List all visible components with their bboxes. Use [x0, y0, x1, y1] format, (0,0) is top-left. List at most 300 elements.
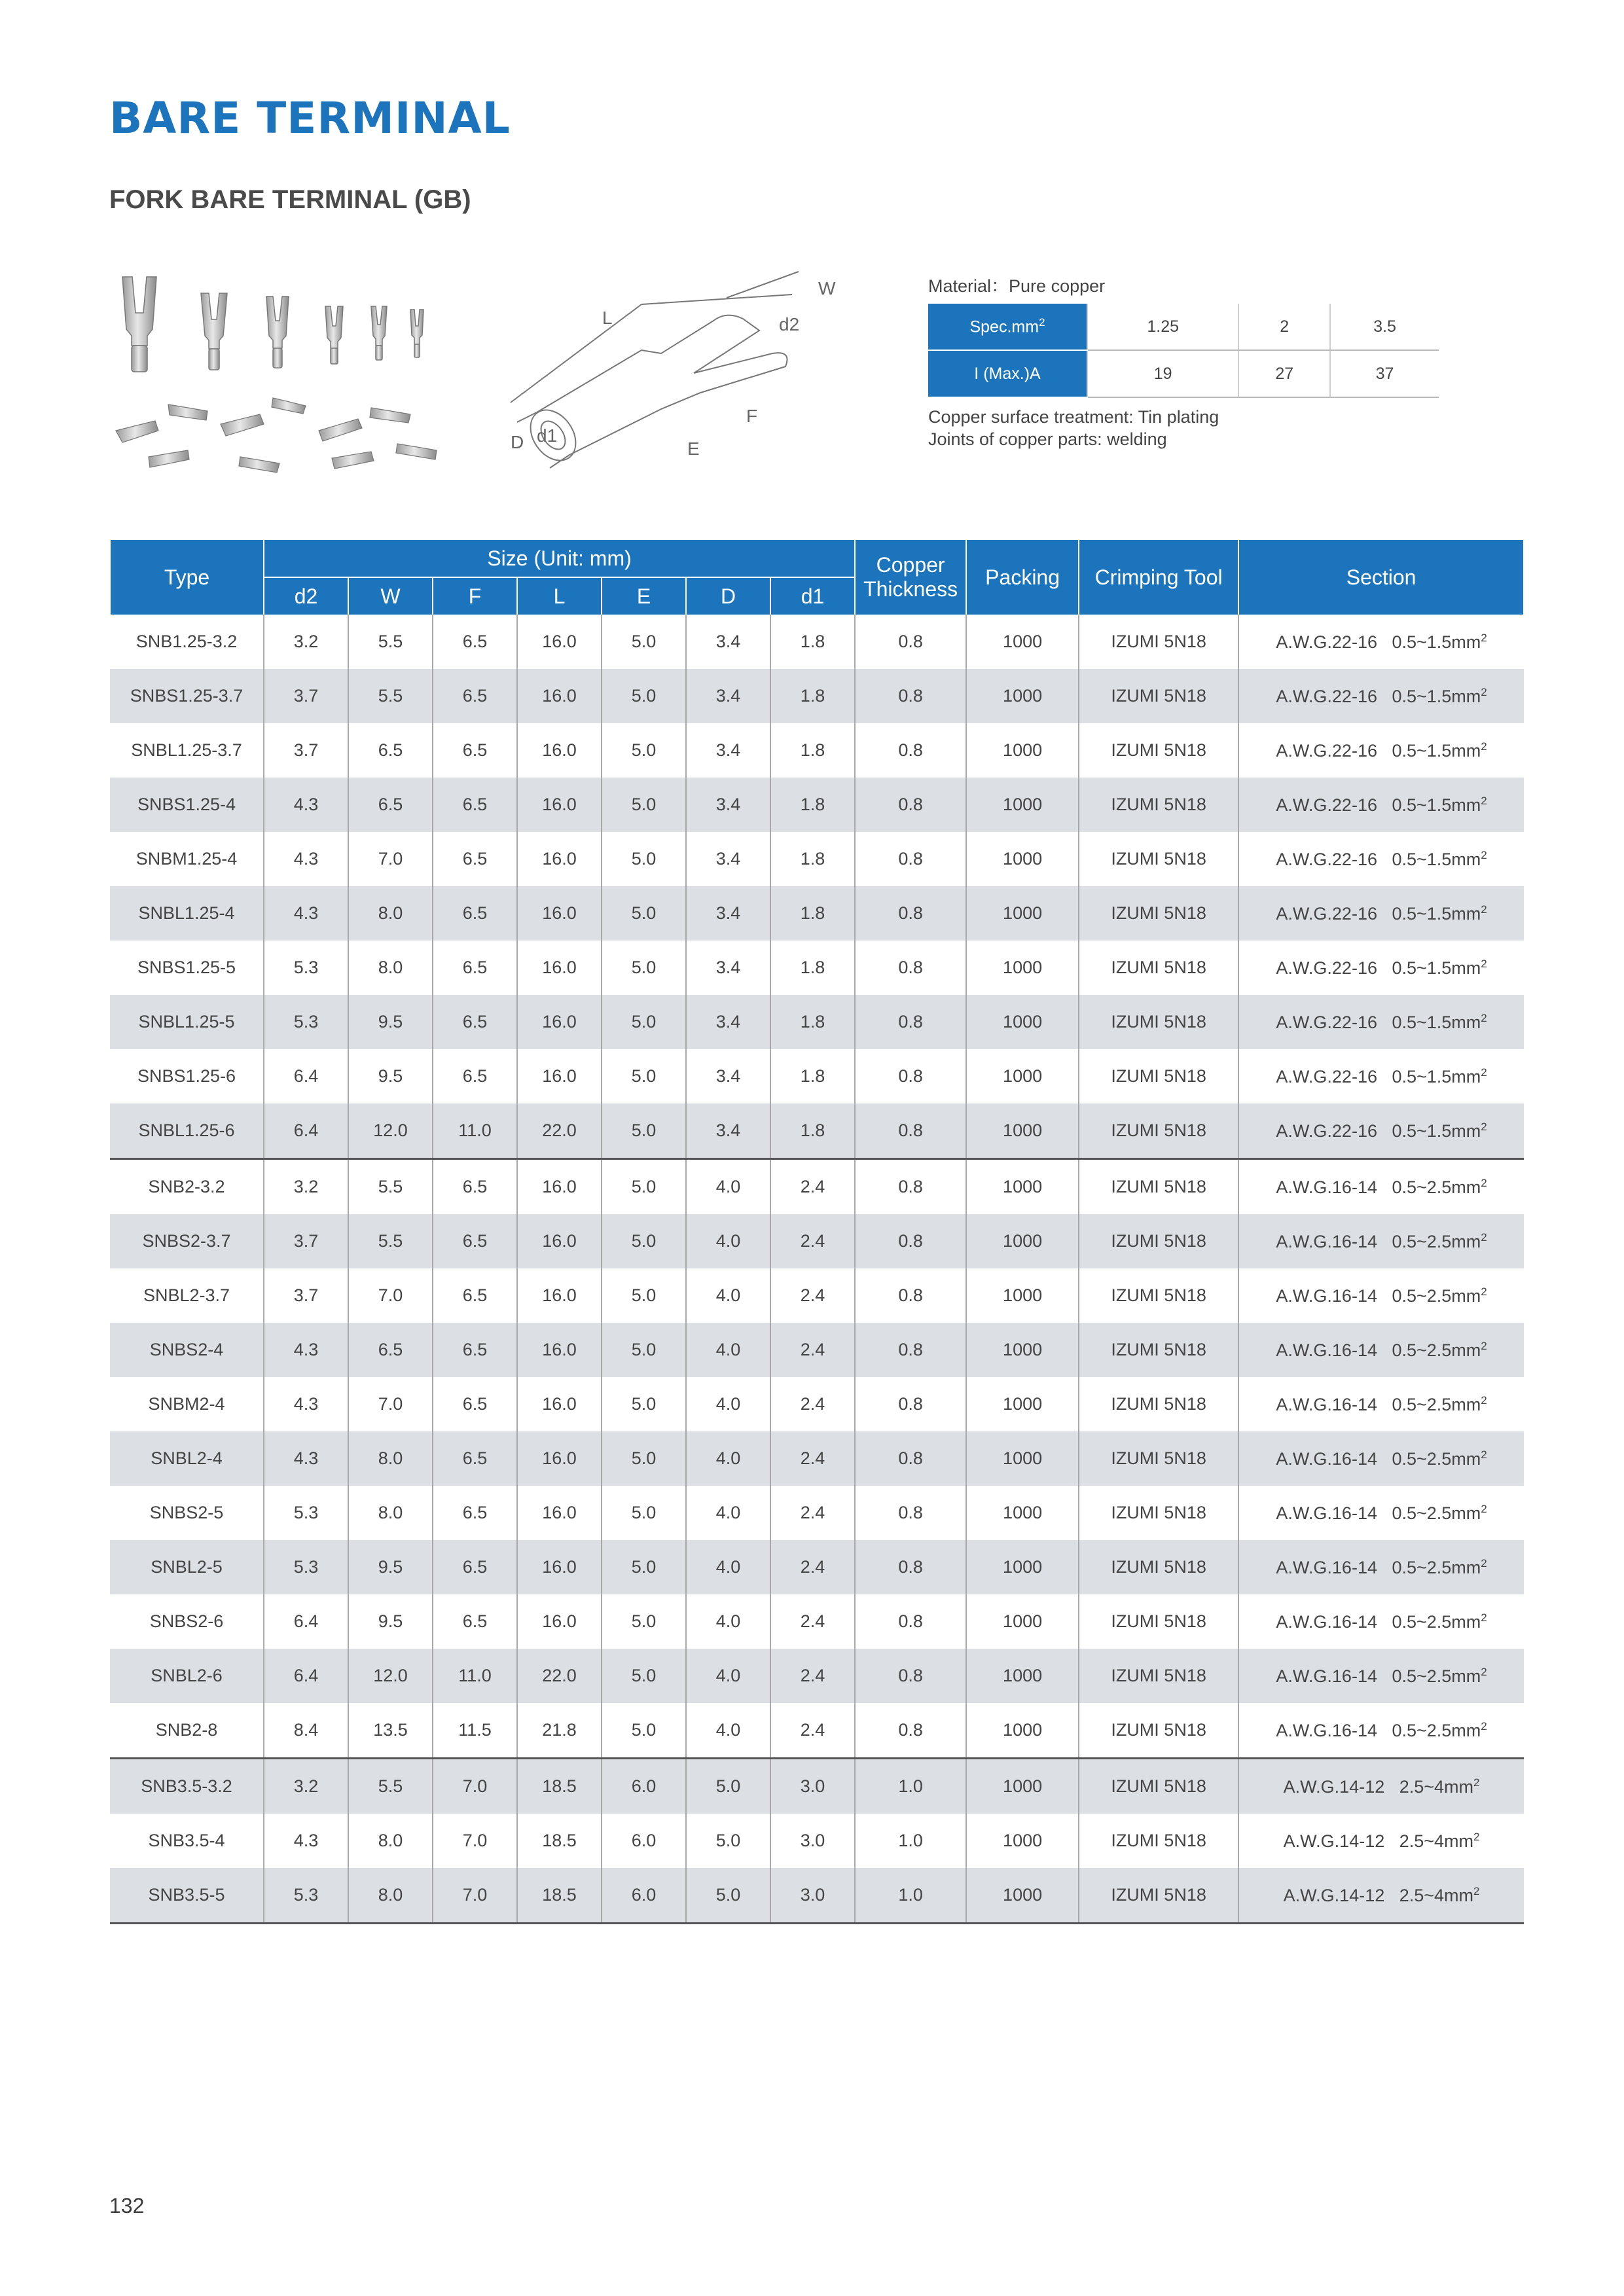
cell-type: SNBM1.25-4 [135, 849, 238, 869]
cell-w: 7.0 [348, 1268, 433, 1323]
spec-size: 2 [1238, 304, 1330, 350]
cell-thickness: 0.8 [855, 1594, 966, 1649]
cell-d: 4.0 [686, 1594, 770, 1649]
cell-tool: IZUMI 5N18 [1079, 1377, 1238, 1431]
cell-tool: IZUMI 5N18 [1079, 1703, 1238, 1759]
cell-f: 6.5 [433, 1594, 517, 1649]
cell-d1: 1.8 [770, 941, 855, 995]
cell-d2: 6.4 [264, 1649, 348, 1703]
table-body [110, 615, 1524, 1924]
page-title: BARE TERMINAL [109, 93, 511, 143]
cell-l: 16.0 [517, 1049, 602, 1103]
cell-l: 16.0 [517, 615, 602, 669]
cell-l: 22.0 [517, 1103, 602, 1159]
cell-d1: 3.0 [770, 1759, 855, 1814]
cell-packing: 1000 [966, 886, 1079, 941]
cell-e: 6.0 [602, 1814, 686, 1868]
cell-type: SNBL1.25-6 [110, 1103, 264, 1159]
cell-d: 4.0 [686, 1703, 770, 1759]
joints-note: Joints of copper parts: welding [928, 429, 1167, 449]
table-row [110, 1868, 1524, 1924]
cell-type: SNBL2-3.7 [143, 1285, 230, 1305]
spec-header: $Spec.mm^2$ [928, 304, 1087, 350]
cell-d: 3.4 [686, 723, 770, 778]
cell-type: SNBS2-5 [149, 1503, 224, 1522]
cell-d2: 5.3 [264, 1486, 348, 1540]
table-row [110, 995, 1524, 1049]
cell-thickness: 0.8 [855, 941, 966, 995]
cell-e: 5.0 [602, 1377, 686, 1431]
cell-d1: 2.4 [770, 1594, 855, 1649]
cell-d2: 4.3 [264, 886, 348, 941]
cell-l: 16.0 [517, 1377, 602, 1431]
cell-tool: IZUMI 5N18 [1079, 886, 1238, 941]
cell-tool: IZUMI 5N18 [1079, 669, 1238, 723]
cell-l: 21.8 [517, 1703, 602, 1759]
cell-e: 5.0 [602, 1431, 686, 1486]
cell-tool: IZUMI 5N18 [1079, 995, 1238, 1049]
cell-type: SNBM2-4 [148, 1394, 225, 1414]
cell-l: 16.0 [517, 778, 602, 832]
header-section: Section [1238, 540, 1524, 615]
spec-current: 37 [1330, 350, 1439, 397]
cell-type: SNB1.25-3.2 [135, 632, 238, 651]
cell-d1: 2.4 [770, 1268, 855, 1323]
cell-packing: 1000 [966, 615, 1079, 669]
cell-packing: 1000 [966, 723, 1079, 778]
table-row [110, 1049, 1524, 1103]
cell-f: 7.0 [433, 1814, 517, 1868]
table-header-row [110, 540, 1524, 577]
cell-tool: IZUMI 5N18 [1079, 723, 1238, 778]
cell-tool: IZUMI 5N18 [1079, 1594, 1238, 1649]
cell-d: 5.0 [686, 1814, 770, 1868]
cell-tool: IZUMI 5N18 [1079, 1486, 1238, 1540]
dim-label-d: D [511, 432, 524, 452]
cell-section: A.W.G.16-14 $0.5\sim 2.5mm^2$ [1238, 1268, 1524, 1323]
cell-l: 16.0 [517, 1323, 602, 1377]
spec-row-current [928, 350, 1439, 397]
cell-type: SNBS2-6 [149, 1611, 224, 1631]
cell-d1: 2.4 [770, 1214, 855, 1268]
cell-d2: 3.7 [264, 1268, 348, 1323]
cell-e: 5.0 [602, 1214, 686, 1268]
cell-l: 16.0 [517, 1214, 602, 1268]
cell-d: 4.0 [686, 1268, 770, 1323]
cell-section: A.W.G.22-16 $0.5\sim 1.5mm^2$ [1238, 1103, 1524, 1159]
cell-f: 6.5 [433, 995, 517, 1049]
cell-tool: IZUMI 5N18 [1079, 1159, 1238, 1215]
spec-table [928, 304, 1439, 398]
table-row [110, 1759, 1524, 1814]
cell-tool: IZUMI 5N18 [1079, 778, 1238, 832]
cell-d: 3.4 [686, 615, 770, 669]
cell-thickness: 0.8 [855, 1049, 966, 1103]
cell-w: 6.5 [348, 723, 433, 778]
cell-d: 3.4 [686, 1049, 770, 1103]
cell-tool: IZUMI 5N18 [1079, 1759, 1238, 1814]
cell-packing: 1000 [966, 1377, 1079, 1431]
table-row [110, 1103, 1524, 1159]
cell-type: SNBS1.25-5 [137, 958, 236, 977]
dimension-diagram [497, 259, 864, 475]
cell-tool: IZUMI 5N18 [1079, 1323, 1238, 1377]
cell-f: 6.5 [433, 1159, 517, 1215]
table-row [110, 1159, 1524, 1215]
cell-d1: 1.8 [770, 886, 855, 941]
cell-section: A.W.G.16-14 $0.5\sim 2.5mm^2$ [1238, 1431, 1524, 1486]
cell-d: 4.0 [686, 1214, 770, 1268]
cell-w: 12.0 [348, 1649, 433, 1703]
spec-current: 27 [1238, 350, 1330, 397]
cell-type: SNBL2-5 [110, 1540, 264, 1594]
header-d1: d1 [770, 577, 855, 615]
cell-tool: IZUMI 5N18 [1079, 1049, 1238, 1103]
cell-tool: IZUMI 5N18 [1079, 1868, 1238, 1924]
cell-w: 8.0 [348, 1868, 433, 1924]
cell-packing: 1000 [966, 1649, 1079, 1703]
cell-f: 11.5 [433, 1703, 517, 1759]
dim-label-d1: d1 [537, 425, 558, 446]
cell-f: 6.5 [433, 723, 517, 778]
table-row [110, 723, 1524, 778]
cell-d: 4.0 [686, 1649, 770, 1703]
cell-d1: 1.8 [770, 615, 855, 669]
header-copper-thickness: Copper Thickness [855, 540, 966, 615]
cell-thickness: 0.8 [855, 1214, 966, 1268]
cell-e: 5.0 [602, 1594, 686, 1649]
cell-packing: 1000 [966, 1594, 1079, 1649]
cell-w: 8.0 [348, 886, 433, 941]
cell-packing: 1000 [966, 1103, 1079, 1159]
cell-tool: IZUMI 5N18 [1079, 941, 1238, 995]
cell-section: A.W.G.22-16 $0.5\sim 1.5mm^2$ [1238, 778, 1524, 832]
cell-d2: 3.2 [264, 615, 348, 669]
material-note: Material：Pure copper [928, 276, 1106, 296]
cell-thickness: 0.8 [855, 1377, 966, 1431]
cell-e: 5.0 [602, 669, 686, 723]
header-l: L [517, 577, 602, 615]
cell-thickness: 0.8 [855, 1159, 966, 1215]
cell-e: 5.0 [602, 995, 686, 1049]
cell-l: 16.0 [517, 941, 602, 995]
cell-packing: 1000 [966, 995, 1079, 1049]
cell-f: 6.5 [433, 1268, 517, 1323]
cell-thickness: 0.8 [855, 886, 966, 941]
cell-thickness: 0.8 [855, 1486, 966, 1540]
cell-d2: 8.4 [264, 1703, 348, 1759]
cell-thickness: 1.0 [855, 1814, 966, 1868]
cell-d1: 3.0 [770, 1868, 855, 1924]
cell-section: A.W.G.22-16 $0.5\sim 1.5mm^2$ [1238, 941, 1524, 995]
cell-f: 6.5 [433, 1214, 517, 1268]
dim-label-d2: d2 [779, 314, 800, 334]
cell-thickness: 0.8 [855, 615, 966, 669]
cell-section: A.W.G.16-14 $0.5\sim 2.5mm^2$ [1238, 1594, 1524, 1649]
table-row [110, 941, 1524, 995]
cell-tool: IZUMI 5N18 [1079, 1649, 1238, 1703]
cell-type: SNBS1.25-6 [137, 1066, 236, 1086]
cell-d: 3.4 [686, 832, 770, 886]
cell-d1: 2.4 [770, 1323, 855, 1377]
cell-thickness: 0.8 [855, 723, 966, 778]
table-row [110, 1649, 1524, 1703]
cell-l: 16.0 [517, 723, 602, 778]
cell-d: 4.0 [686, 1431, 770, 1486]
cell-d: 3.4 [686, 669, 770, 723]
cell-section: A.W.G.16-14 $0.5\sim 2.5mm^2$ [1238, 1486, 1524, 1540]
cell-f: 6.5 [433, 669, 517, 723]
cell-f: 11.0 [433, 1649, 517, 1703]
cell-d2: 4.3 [264, 1323, 348, 1377]
cell-type: SNBL1.25-4 [110, 886, 264, 941]
cell-d: 3.4 [686, 886, 770, 941]
table-row [110, 1814, 1524, 1868]
cell-w: 6.5 [348, 1323, 433, 1377]
cell-tool: IZUMI 5N18 [1079, 1540, 1238, 1594]
cell-d1: 2.4 [770, 1431, 855, 1486]
cell-d2: 5.3 [264, 1540, 348, 1594]
cell-f: 11.0 [433, 1103, 517, 1159]
cell-f: 7.0 [433, 1868, 517, 1924]
cell-section: A.W.G.22-16 $0.5\sim 1.5mm^2$ [1238, 669, 1524, 723]
table-row [110, 778, 1524, 832]
cell-thickness: 0.8 [855, 778, 966, 832]
dim-label-e: E [687, 439, 700, 459]
cell-packing: 1000 [966, 1049, 1079, 1103]
table-row [110, 1594, 1524, 1649]
cell-packing: 1000 [966, 1214, 1079, 1268]
cell-f: 6.5 [433, 1540, 517, 1594]
cell-e: 5.0 [602, 941, 686, 995]
cell-section: A.W.G.16-14 $0.5\sim 2.5mm^2$ [1238, 1214, 1524, 1268]
cell-d2: 5.3 [264, 941, 348, 995]
header-d2: d2 [264, 577, 348, 615]
cell-e: 5.0 [602, 1486, 686, 1540]
cell-d1: 3.0 [770, 1814, 855, 1868]
cell-tool: IZUMI 5N18 [1079, 615, 1238, 669]
cell-w: 5.5 [348, 1159, 433, 1215]
cell-w: 7.0 [348, 1377, 433, 1431]
cell-thickness: 1.0 [855, 1759, 966, 1814]
cell-packing: 1000 [966, 778, 1079, 832]
cell-l: 18.5 [517, 1868, 602, 1924]
cell-e: 6.0 [602, 1759, 686, 1814]
cell-thickness: 0.8 [855, 1703, 966, 1759]
cell-tool: IZUMI 5N18 [1079, 1103, 1238, 1159]
cell-d2: 6.4 [264, 1103, 348, 1159]
cell-section: A.W.G.16-14 $0.5\sim 2.5mm^2$ [1238, 1377, 1524, 1431]
treatment-note: Copper surface treatment: Tin plating [928, 407, 1219, 427]
spec-row-size [928, 304, 1439, 350]
cell-l: 16.0 [517, 832, 602, 886]
cell-d1: 2.4 [770, 1486, 855, 1540]
cell-d: 4.0 [686, 1159, 770, 1215]
cell-type: SNBS1.25-4 [110, 778, 264, 832]
cell-f: 6.5 [433, 615, 517, 669]
cell-d2: 3.2 [264, 1759, 348, 1814]
cell-section: A.W.G.16-14 $0.5\sim 2.5mm^2$ [1238, 1323, 1524, 1377]
cell-packing: 1000 [966, 1159, 1079, 1215]
dim-label-l: L [602, 308, 613, 328]
cell-packing: 1000 [966, 669, 1079, 723]
cell-w: 12.0 [348, 1103, 433, 1159]
cell-d: 5.0 [686, 1868, 770, 1924]
cell-d2: 4.3 [264, 832, 348, 886]
cell-d2: 3.7 [264, 723, 348, 778]
cell-d1: 2.4 [770, 1649, 855, 1703]
header-w: W [348, 577, 433, 615]
cell-d2: 3.7 [264, 669, 348, 723]
cell-type: SNB3.5-3.2 [110, 1759, 264, 1814]
cell-e: 5.0 [602, 1103, 686, 1159]
cell-w: 5.5 [348, 1759, 433, 1814]
cell-section: A.W.G.14-12 $2.5\sim 4mm^2$ [1238, 1868, 1524, 1924]
cell-l: 16.0 [517, 1486, 602, 1540]
cell-e: 5.0 [602, 1649, 686, 1703]
cell-e: 5.0 [602, 1049, 686, 1103]
cell-e: 6.0 [602, 1868, 686, 1924]
cell-d: 3.4 [686, 1103, 770, 1159]
cell-w: 5.5 [348, 615, 433, 669]
cell-e: 5.0 [602, 1540, 686, 1594]
dim-label-w: W [818, 278, 836, 298]
header-type: Type [110, 540, 264, 615]
cell-l: 18.5 [517, 1814, 602, 1868]
cell-section: A.W.G.14-12 $2.5\sim 4mm^2$ [1238, 1759, 1524, 1814]
cell-f: 6.5 [433, 778, 517, 832]
cell-packing: 1000 [966, 1703, 1079, 1759]
cell-thickness: 0.8 [855, 832, 966, 886]
cell-type: SNB3.5-5 [110, 1868, 264, 1924]
cell-section: A.W.G.16-14 $0.5\sim 2.5mm^2$ [1238, 1159, 1524, 1215]
cell-f: 6.5 [433, 886, 517, 941]
table-row [110, 832, 1524, 886]
cell-f: 6.5 [433, 1377, 517, 1431]
cell-type: SNBL1.25-5 [110, 995, 264, 1049]
cell-e: 5.0 [602, 1159, 686, 1215]
cell-d1: 1.8 [770, 995, 855, 1049]
header-d: D [686, 577, 770, 615]
cell-thickness: 0.8 [855, 995, 966, 1049]
spec-current: 19 [1087, 350, 1238, 397]
cell-e: 5.0 [602, 723, 686, 778]
cell-thickness: 0.8 [855, 669, 966, 723]
header-crimping-tool: Crimping Tool [1079, 540, 1238, 615]
cell-d: 4.0 [686, 1540, 770, 1594]
cell-tool: IZUMI 5N18 [1079, 1814, 1238, 1868]
header-e: E [602, 577, 686, 615]
cell-section: A.W.G.14-12 $2.5\sim 4mm^2$ [1238, 1814, 1524, 1868]
cell-l: 16.0 [517, 1159, 602, 1215]
cell-section: A.W.G.22-16 $0.5\sim 1.5mm^2$ [1238, 1049, 1524, 1103]
cell-packing: 1000 [966, 1486, 1079, 1540]
cell-w: 9.5 [348, 1049, 433, 1103]
cell-packing: 1000 [966, 1323, 1079, 1377]
cell-w: 5.5 [348, 669, 433, 723]
cell-section: A.W.G.16-14 $0.5\sim 2.5mm^2$ [1238, 1703, 1524, 1759]
cell-w: 9.5 [348, 1594, 433, 1649]
cell-section: A.W.G.22-16 $0.5\sim 1.5mm^2$ [1238, 723, 1524, 778]
cell-thickness: 0.8 [855, 1431, 966, 1486]
cell-packing: 1000 [966, 1268, 1079, 1323]
product-photo [109, 267, 450, 490]
cell-d2: 5.3 [264, 995, 348, 1049]
table-row [110, 615, 1524, 669]
cell-d2: 3.7 [264, 1214, 348, 1268]
cell-f: 6.5 [433, 1323, 517, 1377]
cell-w: 8.0 [348, 1486, 433, 1540]
cell-tool: IZUMI 5N18 [1079, 1268, 1238, 1323]
cell-section: A.W.G.16-14 $0.5\sim 2.5mm^2$ [1238, 1540, 1524, 1594]
table-row [110, 669, 1524, 723]
cell-l: 16.0 [517, 995, 602, 1049]
cell-d2: 3.2 [264, 1159, 348, 1215]
cell-d: 4.0 [686, 1486, 770, 1540]
cell-w: 5.5 [348, 1214, 433, 1268]
cell-d: 5.0 [686, 1759, 770, 1814]
cell-w: 8.0 [348, 1431, 433, 1486]
cell-tool: IZUMI 5N18 [1079, 1214, 1238, 1268]
table-row [110, 1486, 1524, 1540]
page-number: 132 [109, 2194, 145, 2217]
cell-d: 3.4 [686, 995, 770, 1049]
cell-type: SNBL2-4 [110, 1431, 264, 1486]
cell-type: SNBS1.25-3.7 [110, 669, 264, 723]
cell-w: 9.5 [348, 1540, 433, 1594]
cell-w: 8.0 [348, 941, 433, 995]
cell-w: 13.5 [348, 1703, 433, 1759]
cell-d1: 1.8 [770, 1049, 855, 1103]
cell-thickness: 0.8 [855, 1540, 966, 1594]
table-row [110, 1268, 1524, 1323]
cell-l: 16.0 [517, 1594, 602, 1649]
cell-packing: 1000 [966, 1540, 1079, 1594]
spec-size: 3.5 [1330, 304, 1439, 350]
spec-size: 1.25 [1087, 304, 1238, 350]
table-row [110, 1323, 1524, 1377]
cell-w: 7.0 [348, 832, 433, 886]
cell-f: 7.0 [433, 1759, 517, 1814]
header-size-group: Size (Unit: mm) [264, 540, 855, 577]
cell-f: 6.5 [433, 1431, 517, 1486]
table-row [110, 1540, 1524, 1594]
cell-tool: IZUMI 5N18 [1079, 832, 1238, 886]
cell-thickness: 0.8 [855, 1268, 966, 1323]
cell-d1: 2.4 [770, 1540, 855, 1594]
dim-label-f: F [746, 406, 758, 426]
table-row [110, 1703, 1524, 1759]
page-subtitle: FORK BARE TERMINAL (GB) [109, 185, 471, 214]
cell-section: A.W.G.22-16 $0.5\sim 1.5mm^2$ [1238, 886, 1524, 941]
cell-packing: 1000 [966, 1431, 1079, 1486]
cell-f: 6.5 [433, 941, 517, 995]
cell-f: 6.5 [433, 1486, 517, 1540]
table-row [110, 1377, 1524, 1431]
cell-d1: 2.4 [770, 1377, 855, 1431]
header-packing: Packing [966, 540, 1079, 615]
cell-f: 6.5 [433, 1049, 517, 1103]
cell-section: A.W.G.16-14 $0.5\sim 2.5mm^2$ [1238, 1649, 1524, 1703]
cell-d2: 6.4 [264, 1049, 348, 1103]
cell-d2: 4.3 [264, 1377, 348, 1431]
cell-d1: 2.4 [770, 1159, 855, 1215]
spec-block [928, 275, 1439, 450]
cell-tool: IZUMI 5N18 [1079, 1431, 1238, 1486]
cell-w: 6.5 [348, 778, 433, 832]
cell-d2: 4.3 [264, 1814, 348, 1868]
cell-thickness: 0.8 [855, 1323, 966, 1377]
